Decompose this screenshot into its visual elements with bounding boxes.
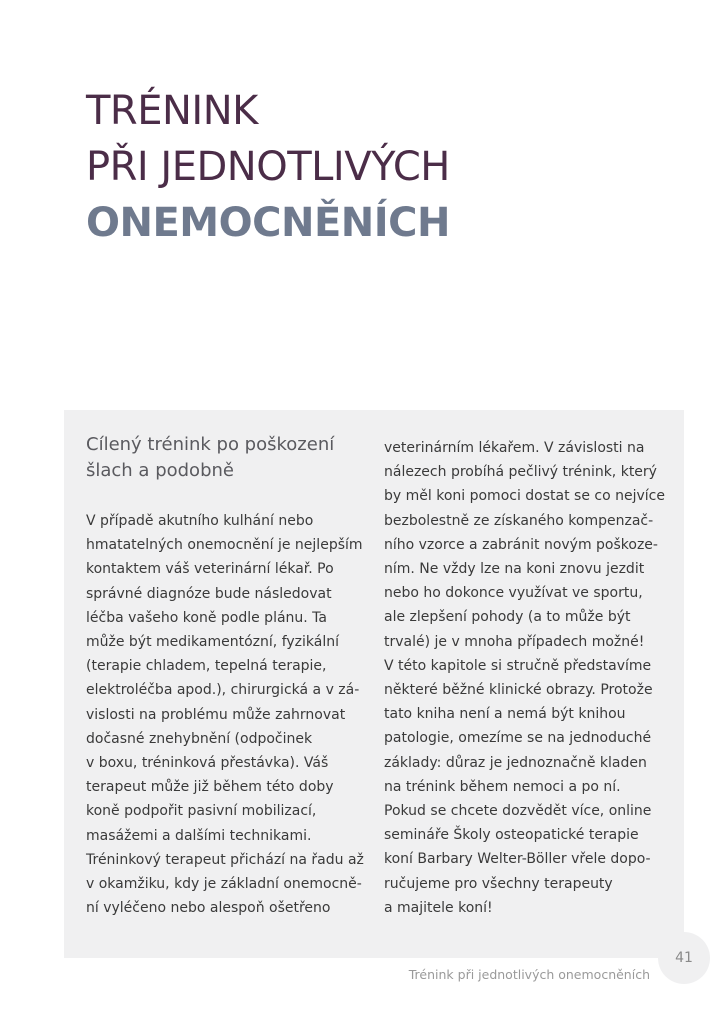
body-line: základy: důraz je jednoznačně kladen bbox=[384, 754, 647, 771]
body-line: ního vzorce a zabránit novým poškoze- bbox=[384, 536, 658, 553]
body-line: koně podpořit pasivní mobilizací, bbox=[86, 803, 317, 820]
section-heading bbox=[86, 432, 368, 484]
body-line: Pokud se chcete dozvědět více, online bbox=[384, 803, 652, 820]
body-line: veterinárním lékařem. V závislosti na bbox=[384, 440, 645, 456]
right-column bbox=[384, 436, 674, 920]
title-line-1: TRÉNINK bbox=[86, 88, 258, 134]
body-line: může být medikamentózní, fyzikální bbox=[86, 634, 339, 651]
body-line: ní vyléčeno nebo alespoň ošetřeno bbox=[86, 900, 331, 917]
body-line: hmatatelných onemocnění je nejlepším bbox=[86, 537, 363, 554]
body-line: vislosti na problému může zahrnovat bbox=[86, 706, 346, 723]
title-line-2: PŘI JEDNOTLIVÝCH bbox=[86, 144, 450, 190]
section-heading-line: Cílený trénink po poškození bbox=[86, 434, 335, 455]
page-title bbox=[86, 83, 450, 251]
body-line: bezbolestně ze získaného kompenzač- bbox=[384, 512, 654, 529]
body-line: semináře Školy osteopatické terapie bbox=[384, 827, 639, 844]
section-heading-line: šlach a podobně bbox=[86, 460, 234, 481]
body-line: ním. Ne vždy lze na koni znovu jezdit bbox=[384, 561, 645, 578]
body-line: V této kapitole si stručně představíme bbox=[384, 657, 652, 674]
body-line: masážemi a dalšími technikami. bbox=[86, 827, 312, 844]
title-line-3: ONEMOCNĚNÍCH bbox=[86, 200, 450, 246]
body-line: na trénink během nemoci a po ní. bbox=[384, 778, 621, 795]
body-line: a majitele koní! bbox=[384, 899, 493, 916]
body-line: správné diagnóze bude následovat bbox=[86, 585, 332, 602]
body-line: tato kniha není a nemá být knihou bbox=[384, 706, 626, 723]
body-line: V případě akutního kulhání nebo bbox=[86, 513, 314, 529]
body-line: kontaktem váš veterinární lékař. Po bbox=[86, 561, 334, 578]
body-line: trvalé) je v mnoha případech možné! bbox=[384, 633, 645, 650]
body-line: v boxu, tréninková přestávka). Váš bbox=[86, 755, 329, 772]
body-line: koní Barbary Welter-Böller vřele dopo- bbox=[384, 851, 651, 868]
body-line: ručujeme pro všechny terapeuty bbox=[384, 875, 613, 892]
body-line: dočasné znehybnění (odpočinek bbox=[86, 730, 313, 747]
running-footer: Trénink při jednotlivých onemocněních bbox=[408, 967, 650, 982]
body-line: (terapie chladem, tepelná terapie, bbox=[86, 658, 327, 675]
page-number: 41 bbox=[675, 950, 693, 966]
body-line: nebo ho dokonce využívat ve sportu, bbox=[384, 585, 643, 602]
left-column bbox=[86, 509, 368, 920]
body-line: Tréninkový terapeut přichází na řadu až bbox=[86, 851, 364, 868]
body-line: elektroléčba apod.), chirurgická a v zá- bbox=[86, 682, 360, 699]
body-line: patologie, omezíme se na jednoduché bbox=[384, 730, 652, 747]
body-line: nálezech probíhá pečlivý trénink, který bbox=[384, 464, 657, 481]
body-line: terapeut může již během této doby bbox=[86, 779, 334, 796]
body-line: v okamžiku, kdy je základní onemocně- bbox=[86, 876, 362, 893]
text-panel bbox=[64, 410, 684, 958]
body-line: ale zlepšení pohody (a to může být bbox=[384, 609, 631, 626]
body-line: některé běžné klinické obrazy. Protože bbox=[384, 682, 653, 699]
body-line: by měl koni pomoci dostat se co nejvíce bbox=[384, 488, 665, 505]
body-line: léčba vašeho koně podle plánu. Ta bbox=[86, 609, 327, 626]
